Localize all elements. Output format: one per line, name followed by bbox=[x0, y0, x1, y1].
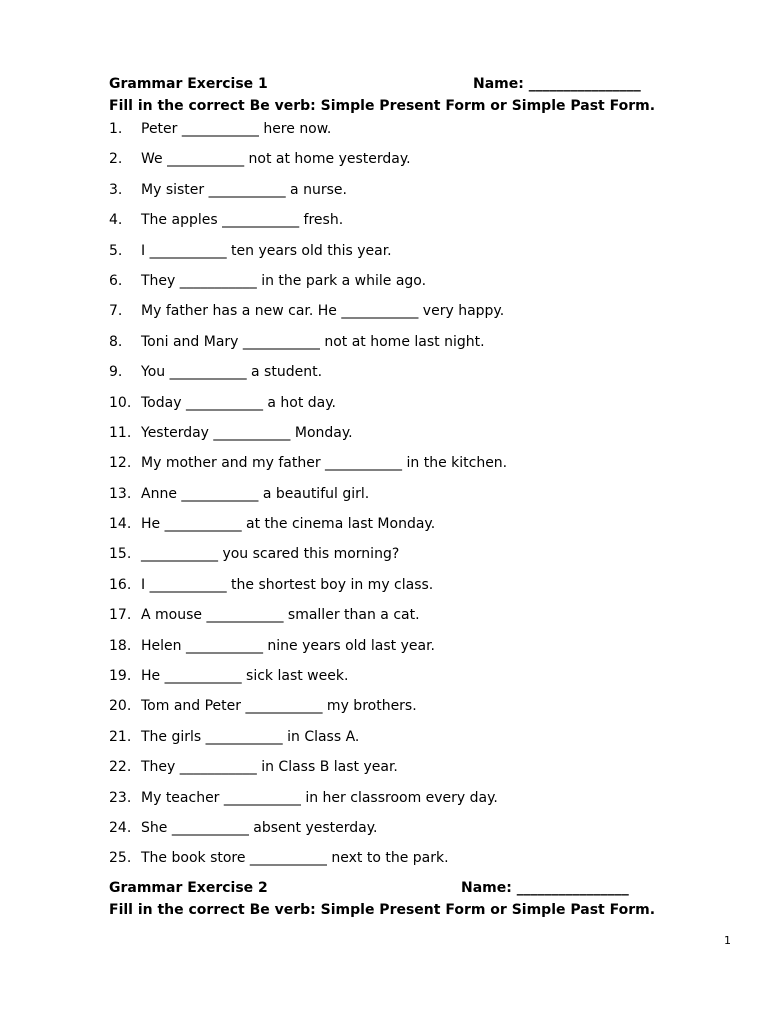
page-number: 1 bbox=[724, 934, 731, 947]
question-number: 23. bbox=[109, 789, 132, 806]
question-text: Helen ___________ nine years old last year. bbox=[141, 637, 435, 654]
question-number: 8. bbox=[109, 333, 123, 350]
question-number: 7. bbox=[109, 303, 123, 320]
question-number: 14. bbox=[109, 516, 132, 533]
question-number: 12. bbox=[109, 455, 132, 472]
question-number: 11. bbox=[109, 424, 132, 441]
question-text: He ___________ sick last week. bbox=[141, 668, 349, 685]
question-number: 3. bbox=[109, 181, 123, 198]
question-text: Peter ___________ here now. bbox=[141, 121, 332, 137]
question-text: I ___________ the shortest boy in my class. bbox=[141, 576, 434, 593]
question-text: We ___________ not at home yesterday. bbox=[141, 151, 411, 168]
question-number: 5. bbox=[109, 242, 123, 259]
question-number: 20. bbox=[109, 698, 132, 715]
question-text: ___________ you scared this morning? bbox=[141, 546, 400, 563]
question-number: 24. bbox=[109, 819, 132, 836]
exercise1-name-field: Name: ________________ bbox=[473, 76, 641, 92]
exercise2-name-field: Name: ________________ bbox=[461, 880, 629, 896]
question-number: 6. bbox=[109, 272, 123, 289]
question-number: 19. bbox=[109, 668, 132, 685]
question-number: 18. bbox=[109, 637, 132, 654]
question-number: 22. bbox=[109, 759, 132, 776]
question-text: They ___________ in Class B last year. bbox=[141, 759, 398, 776]
question-text: My teacher ___________ in her classroom every day. bbox=[141, 789, 498, 806]
exercise1-title: Grammar Exercise 1 bbox=[109, 76, 268, 92]
question-number: 1. bbox=[109, 121, 123, 137]
question-text: Yesterday ___________ Monday. bbox=[141, 424, 353, 441]
question-text: Anne ___________ a beautiful girl. bbox=[141, 485, 370, 502]
question-text: A mouse ___________ smaller than a cat. bbox=[141, 607, 420, 624]
question-text: She ___________ absent yesterday. bbox=[141, 819, 378, 836]
question-text: The apples ___________ fresh. bbox=[141, 212, 344, 229]
exercise2-title: Grammar Exercise 2 bbox=[109, 880, 268, 896]
question-text: My father has a new car. He ___________ very happy. bbox=[141, 303, 505, 320]
question-number: 21. bbox=[109, 728, 132, 745]
exercise2-instruction: Fill in the correct Be verb: Simple Present Form or Simple Past Form. bbox=[109, 902, 656, 918]
question-number: 17. bbox=[109, 607, 132, 624]
question-text: He ___________ at the cinema last Monday. bbox=[141, 516, 436, 533]
question-number: 25. bbox=[109, 850, 132, 867]
question-number: 10. bbox=[109, 394, 132, 411]
question-number: 13. bbox=[109, 485, 132, 502]
question-number: 9. bbox=[109, 364, 123, 381]
question-text: The girls ___________ in Class A. bbox=[141, 728, 360, 745]
question-text: My sister ___________ a nurse. bbox=[141, 181, 347, 198]
question-text: Toni and Mary ___________ not at home last night. bbox=[141, 333, 485, 350]
question-text: They ___________ in the park a while ago. bbox=[141, 272, 427, 289]
question-number: 15. bbox=[109, 546, 132, 563]
question-number: 2. bbox=[109, 151, 123, 168]
question-number: 4. bbox=[109, 212, 123, 229]
question-number: 16. bbox=[109, 576, 132, 593]
question-text: My mother and my father ___________ in the kitchen. bbox=[141, 455, 508, 472]
question-text: Tom and Peter ___________ my brothers. bbox=[141, 698, 417, 715]
question-text: Today ___________ a hot day. bbox=[141, 394, 337, 411]
question-text: I ___________ ten years old this year. bbox=[141, 242, 392, 259]
question-text: You ___________ a student. bbox=[141, 364, 323, 381]
exercise1-instruction: Fill in the correct Be verb: Simple Present Form or Simple Past Form. bbox=[109, 98, 656, 114]
question-text: The book store ___________ next to the park. bbox=[141, 850, 449, 867]
